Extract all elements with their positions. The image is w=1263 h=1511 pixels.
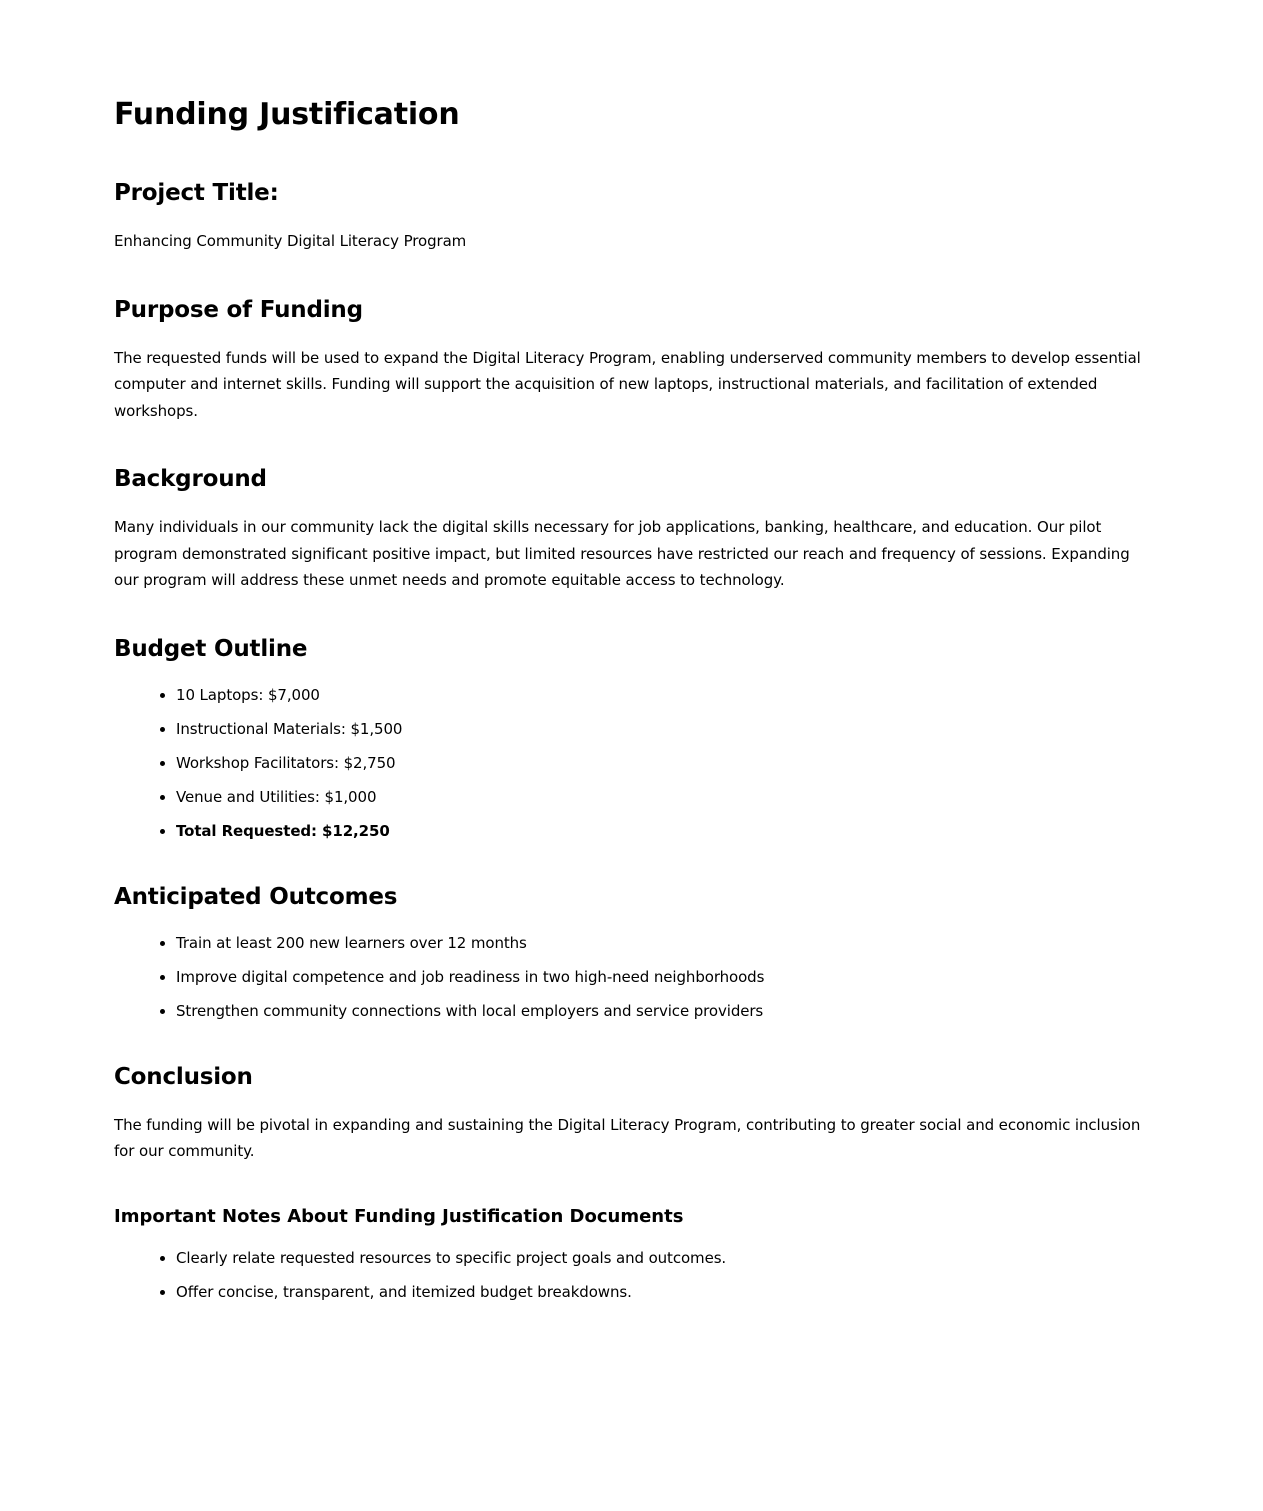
project-title-text: Enhancing Community Digital Literacy Program — [114, 232, 467, 250]
notes-list — [114, 1247, 1149, 1303]
budget-item: • 10 Laptops: $7,000 — [176, 684, 1149, 706]
background-heading: Background — [114, 466, 267, 492]
note-item: • Clearly relate requested resources to specific project goals and outcomes. — [176, 1247, 1149, 1269]
budget-heading: Budget Outline — [114, 635, 308, 662]
conclusion-heading: Conclusion — [114, 1063, 253, 1090]
conclusion-section — [114, 1062, 1149, 1165]
budget-section — [114, 634, 1149, 842]
outcomes-heading: Anticipated Outcomes — [114, 883, 398, 910]
note-item: • Offer concise, transparent, and itemized budget breakdowns. — [176, 1281, 1149, 1303]
outcome-item: • Improve digital competence and job readiness in two high-need neighborhoods — [176, 966, 1149, 988]
background-section — [114, 464, 1149, 594]
conclusion-text: The funding will be pivotal in expanding and sustaining the Digital Literacy Program, contributing to greater social and economic inclusion for our community. — [114, 1115, 1141, 1160]
budget-total: • Total Requested: $12,250 — [176, 820, 1149, 842]
budget-list — [114, 684, 1149, 842]
outcomes-section — [114, 882, 1149, 1022]
project-title-heading: Project Title: — [114, 180, 279, 206]
page-title: Funding Justification — [114, 97, 460, 132]
background-text: Many individuals in our community lack the digital skills necessary for job applications, banking, healthcare, and education. Our pilot program demonstrated significant positive impact, but limited resources have restricted our reach and frequency of sessions. Expanding our program will address these unmet needs and promote equitable access to technology. — [114, 518, 1130, 589]
budget-item: • Workshop Facilitators: $2,750 — [176, 752, 1149, 774]
budget-item: • Instructional Materials: $1,500 — [176, 718, 1149, 740]
notes-heading: Important Notes About Funding Justification Documents — [114, 1205, 684, 1227]
budget-item: • Venue and Utilities: $1,000 — [176, 786, 1149, 808]
outcome-item: • Train at least 200 new learners over 12 months — [176, 932, 1149, 954]
purpose-heading: Purpose of Funding — [114, 296, 363, 323]
outcomes-list — [114, 932, 1149, 1022]
project-title-section — [114, 178, 1149, 255]
purpose-section — [114, 295, 1149, 425]
outcome-item: • Strengthen community connections with local employers and service providers — [176, 1000, 1149, 1022]
purpose-text: The requested funds will be used to expand the Digital Literacy Program, enabling underserved community members to develop essential computer and internet skills. Funding will support the acquisition of new laptops, instructional materials, and facilitation of extended workshops. — [114, 348, 1141, 420]
notes-section — [114, 1205, 1149, 1303]
